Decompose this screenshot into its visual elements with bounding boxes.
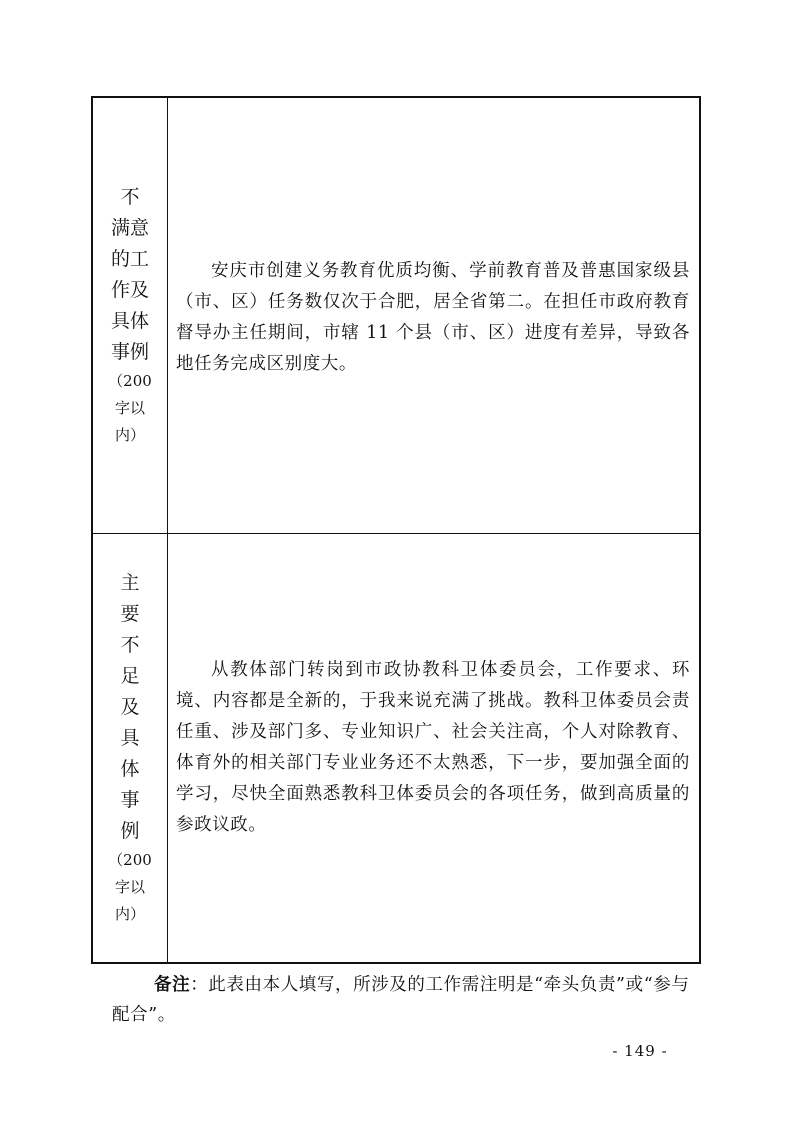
label-word-limit: 内） xyxy=(114,905,145,923)
footnote xyxy=(112,970,702,1030)
label-line: 满意 xyxy=(110,217,149,239)
label-line: 主 xyxy=(120,572,140,594)
label-word-limit: 内） xyxy=(114,426,145,444)
row-label-cell xyxy=(93,534,168,962)
label-line: 不 xyxy=(120,186,140,208)
row-content-text: 安庆市创建义务教育优质均衡、学前教育普及普惠国家级县（市、区）任务数仅次于合肥，居全省第二。在担任市政府教育督导办主任期间，市辖 11 个县（市、区）进度有差异，导致各地任务完成区别度大。 xyxy=(176,260,690,374)
row-content-text: 从教体部门转岗到市政协教科卫体委员会，工作要求、环境、内容都是全新的，于我来说充满了挑战。教科卫体委员会责任重、涉及部门多、专业知识广、社会关注高，个人对除教育、体育外的相关部门专业业务还不太熟悉，下一步，要加强全面的学习，尽快全面熟悉教科卫体委员会的各项任务，做到高质量的参政议政。 xyxy=(176,660,690,835)
row-label xyxy=(108,568,152,928)
label-line: 及 xyxy=(120,696,140,718)
label-line: 要 xyxy=(120,603,140,625)
label-word-limit: 字以 xyxy=(114,399,145,417)
label-word-limit: （200 xyxy=(108,372,152,390)
row-label-cell xyxy=(93,98,168,533)
label-line: 事例 xyxy=(110,341,149,363)
label-line: 不 xyxy=(120,634,140,656)
footnote-text: ：此表由本人填写，所涉及的工作需注明是“牵头负责”或“参与配合”。 xyxy=(112,975,690,1025)
table-row-main-shortcomings xyxy=(93,534,699,962)
evaluation-table xyxy=(91,96,701,964)
row-content-cell xyxy=(168,98,699,533)
label-line: 具 xyxy=(120,727,140,749)
label-word-limit: （200 xyxy=(108,851,152,869)
label-line: 具体 xyxy=(110,310,149,332)
label-line: 作及 xyxy=(110,279,149,301)
page-number: - 149 - xyxy=(612,1042,668,1060)
label-line: 例 xyxy=(120,820,140,842)
label-line: 的工 xyxy=(110,248,149,270)
footnote-label: 备注 xyxy=(154,975,191,995)
row-label xyxy=(108,182,152,449)
label-line: 足 xyxy=(120,665,140,687)
table-row-dissatisfied-work xyxy=(93,98,699,534)
label-line: 事 xyxy=(120,789,140,811)
label-word-limit: 字以 xyxy=(114,878,145,896)
row-content-cell xyxy=(168,534,699,962)
label-line: 体 xyxy=(120,758,140,780)
